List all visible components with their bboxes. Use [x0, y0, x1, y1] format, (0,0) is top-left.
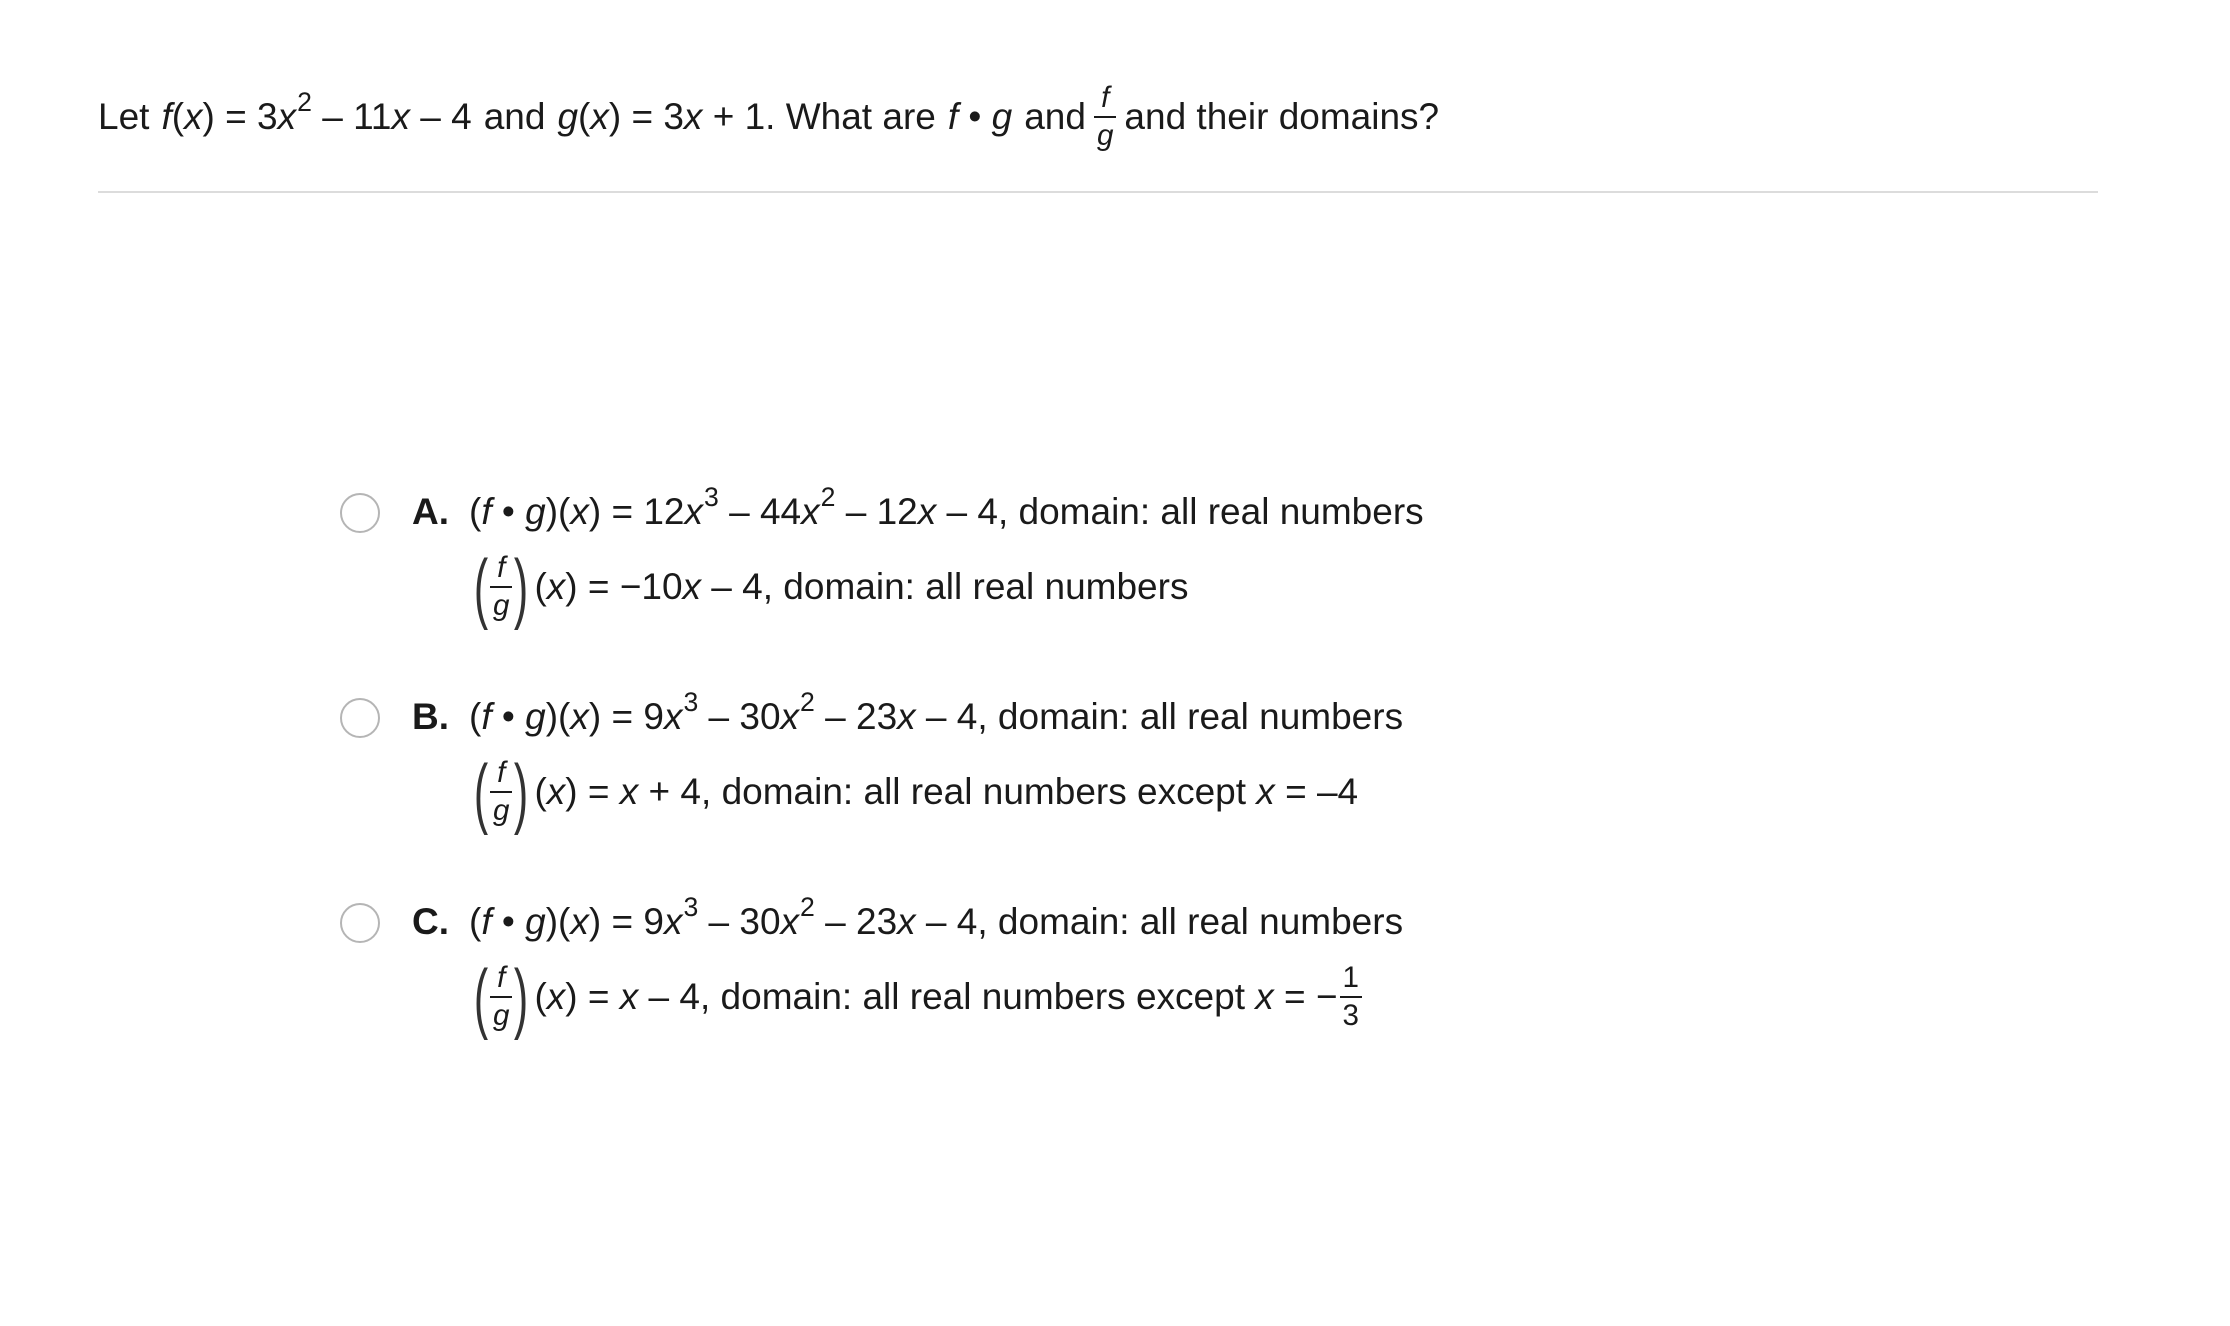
txt: ) = 9 [588, 696, 664, 737]
domain-text: , domain: all real numbers except [701, 771, 1257, 812]
divider [98, 191, 2098, 193]
frac-den: 3 [1342, 999, 1360, 1032]
q-fx-x: x [184, 96, 203, 137]
txt: ( [469, 901, 482, 942]
txt: x [682, 566, 702, 607]
fraction [490, 553, 512, 620]
txt: – 4 [701, 566, 763, 607]
txt: – 12 [835, 491, 918, 532]
txt: f [481, 696, 492, 737]
exponent: 3 [683, 686, 699, 717]
option-a-line2 [468, 537, 1188, 637]
domain-text: , domain: all real numbers [977, 901, 1404, 942]
txt: ) = 9 [588, 901, 664, 942]
txt: = –4 [1274, 771, 1359, 812]
option-c-line1 [412, 891, 1404, 947]
domain-text: , domain: all real numbers [997, 491, 1424, 532]
q-dot: • [958, 96, 992, 137]
q-g2: g [991, 96, 1013, 137]
q-and2: and [1024, 96, 1086, 137]
txt: + 4 [638, 771, 702, 812]
q-fx-x3: x [391, 96, 410, 137]
option-letter: C. [412, 901, 449, 942]
domain-text: , domain: all real numbers [762, 566, 1189, 607]
domain-text: , domain: all real numbers [977, 696, 1404, 737]
txt: ( [469, 696, 482, 737]
txt: ) = [565, 976, 620, 1017]
q-gx-tail: + 1. What are [702, 96, 936, 137]
txt: – 30 [698, 901, 781, 942]
frac-bar [490, 791, 512, 793]
txt: ( [534, 771, 547, 812]
txt: = − [1273, 976, 1338, 1017]
txt: x [570, 901, 589, 942]
txt: x [897, 901, 916, 942]
txt: – 30 [698, 696, 781, 737]
txt: f [481, 901, 492, 942]
frac-num: f [497, 756, 506, 790]
q-fx-rest: – 11 [311, 96, 392, 137]
txt: ) = −10 [565, 566, 683, 607]
txt: ) = 12 [588, 491, 685, 532]
txt: – 4 [936, 491, 998, 532]
question-text [98, 72, 1439, 162]
left-paren: ( [473, 543, 489, 631]
txt: ( [534, 566, 547, 607]
q-let: Let [98, 96, 150, 137]
frac-den: g [492, 999, 510, 1032]
frac-bar [1340, 996, 1362, 998]
txt: x [780, 696, 800, 737]
q-fraction [1094, 83, 1116, 150]
left-paren: ( [473, 953, 489, 1041]
txt: x [570, 696, 589, 737]
q-fx-exp: 2 [297, 86, 312, 117]
right-paren: ) [514, 748, 529, 836]
txt: x [546, 976, 566, 1017]
q-fx-open: ( [171, 96, 185, 137]
q-frac-bar [1094, 116, 1116, 118]
answer-fraction [1340, 963, 1362, 1030]
q-gx-x: x [590, 96, 609, 137]
q-frac-den: g [1096, 119, 1114, 152]
q-gx-x2: x [683, 96, 703, 137]
right-paren: ) [514, 543, 529, 631]
txt: – 23 [814, 901, 898, 942]
txt: x [663, 901, 683, 942]
exponent: 2 [800, 686, 815, 717]
txt: x [897, 696, 916, 737]
option-b-line1 [412, 686, 1404, 742]
txt: f [481, 491, 492, 532]
txt: ( [534, 976, 547, 1017]
txt: x [570, 491, 589, 532]
txt: x [1256, 771, 1275, 812]
txt: x [546, 566, 566, 607]
f-over-g [468, 748, 534, 836]
txt: – 4 [915, 901, 978, 942]
option-a-line1 [412, 481, 1424, 537]
q-gx-open: ( [578, 96, 591, 137]
radio-c[interactable] [340, 903, 380, 943]
radio-b[interactable] [340, 698, 380, 738]
q-end: and their domains? [1124, 96, 1440, 137]
frac-num: 1 [1342, 961, 1360, 995]
txt: )( [545, 901, 571, 942]
txt: g [525, 491, 546, 532]
frac-num: f [497, 551, 506, 585]
exponent: 3 [683, 891, 699, 922]
txt: ( [469, 491, 482, 532]
frac-den: g [492, 794, 510, 827]
f-over-g [468, 543, 534, 631]
txt: x [684, 491, 704, 532]
txt: x [780, 901, 800, 942]
txt: – 23 [814, 696, 898, 737]
frac-bar [490, 996, 512, 998]
fraction [490, 758, 512, 825]
q-fx-tail: – 4 [409, 96, 472, 137]
option-letter: B. [412, 696, 449, 737]
q-gx-close: ) = 3 [608, 96, 684, 137]
q-fx-x2: x [277, 96, 297, 137]
txt: – 4 [638, 976, 700, 1017]
txt: x [801, 491, 820, 532]
txt: g [525, 696, 546, 737]
txt: ) = [565, 771, 620, 812]
radio-a[interactable] [340, 493, 380, 533]
q-and: and [483, 96, 546, 137]
exponent: 3 [704, 481, 719, 512]
txt: )( [545, 491, 571, 532]
txt: x [663, 696, 683, 737]
left-paren: ( [473, 748, 489, 836]
exponent: 2 [820, 481, 836, 512]
q-f: f [161, 96, 172, 137]
txt: g [525, 901, 546, 942]
txt: – 44 [718, 491, 802, 532]
txt: • [491, 696, 526, 737]
q-frac-num: f [1101, 81, 1110, 115]
option-letter: A. [412, 491, 449, 532]
txt: x [619, 771, 639, 812]
txt: • [491, 901, 526, 942]
txt: x [917, 491, 937, 532]
frac-bar [490, 586, 512, 588]
txt: – 4 [915, 696, 978, 737]
right-paren: ) [514, 953, 529, 1041]
txt: x [546, 771, 566, 812]
q-fx-close: ) = 3 [202, 96, 278, 137]
txt: )( [545, 696, 571, 737]
txt: • [491, 491, 526, 532]
exponent: 2 [800, 891, 815, 922]
domain-text: , domain: all real numbers except [699, 976, 1256, 1017]
q-g: g [557, 96, 579, 137]
txt: x [1255, 976, 1274, 1017]
frac-num: f [497, 961, 506, 995]
txt: x [619, 976, 639, 1017]
option-b-line2 [468, 742, 1358, 842]
frac-den: g [492, 589, 510, 622]
option-c-line2 [468, 947, 1370, 1047]
fraction [490, 963, 512, 1030]
q-f2: f [947, 96, 959, 137]
f-over-g [468, 953, 534, 1041]
